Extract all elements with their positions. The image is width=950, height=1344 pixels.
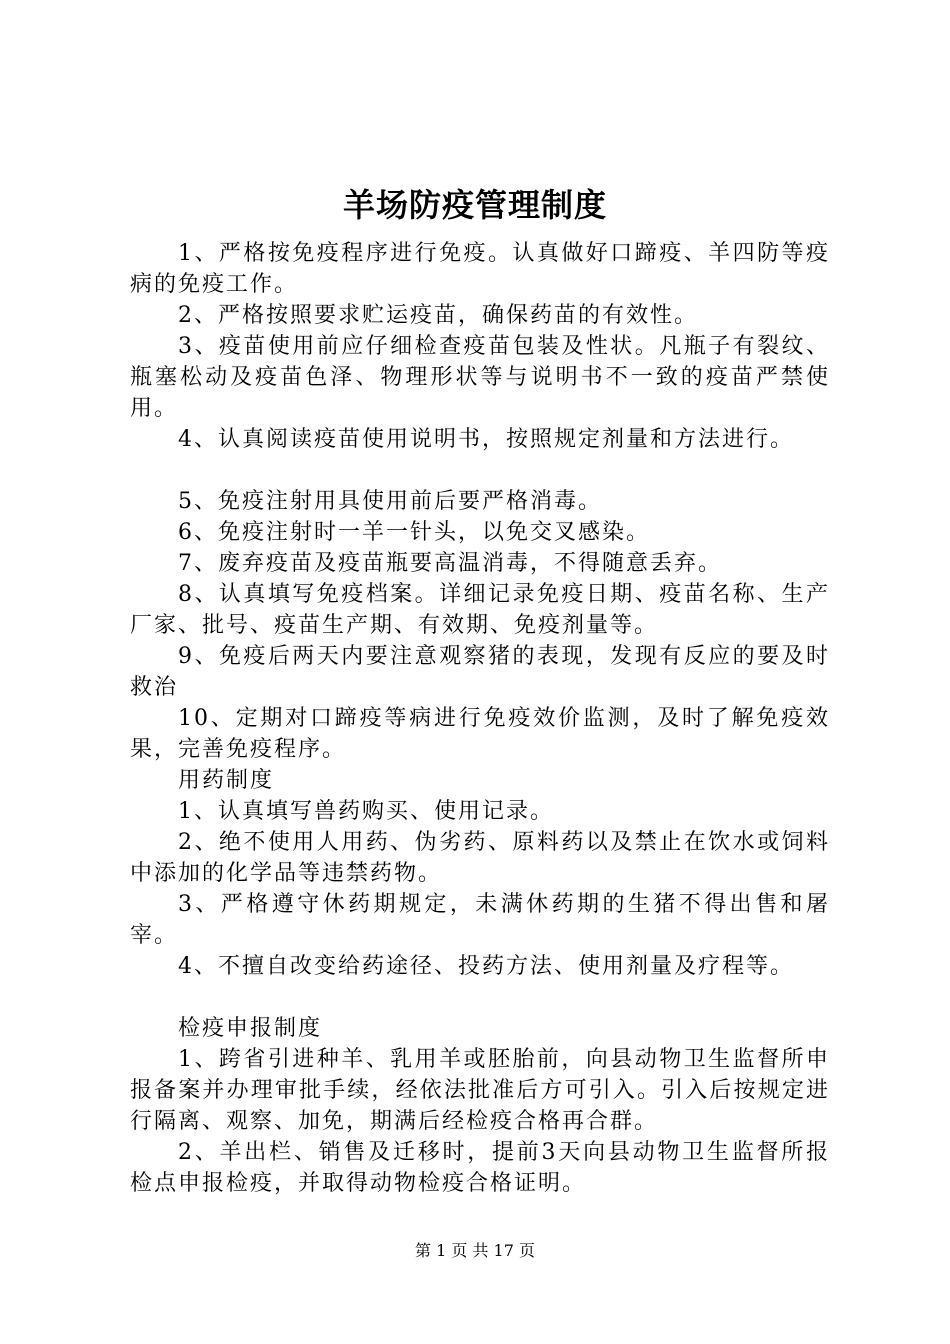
document-body: [130, 238, 830, 1199]
paragraph: 8、认真填写免疫档案。详细记录免疫日期、疫苗名称、生产厂家、批号、疫苗生产期、有效期、免疫剂量等。: [130, 582, 830, 638]
paragraph: 3、严格遵守休药期规定，未满休药期的生猪不得出售和屠宰。: [130, 892, 830, 948]
section-heading-quarantine: 检疫申报制度: [178, 1016, 323, 1041]
page-number: 第 1 页 共 17 页: [415, 1241, 535, 1260]
paragraph: 1、认真填写兽药购买、使用记录。: [178, 799, 554, 824]
paragraph: 4、不擅自改变给药途径、投药方法、使用剂量及疗程等。: [178, 954, 794, 979]
paragraph: 2、严格按照要求贮运疫苗，确保药苗的有效性。: [178, 303, 698, 328]
paragraph: 1、严格按免疫程序进行免疫。认真做好口蹄疫、羊四防等疫病的免疫工作。: [130, 241, 830, 297]
section-heading-medication: 用药制度: [178, 768, 275, 793]
paragraph: 10、定期对口蹄疫等病进行免疫效价监测，及时了解免疫效果，完善免疫程序。: [130, 706, 830, 762]
paragraph: 2、绝不使用人用药、伪劣药、原料药以及禁止在饮水或饲料中添加的化学品等违禁药物。: [130, 830, 830, 886]
blank-line: [130, 455, 830, 486]
paragraph: 2、羊出栏、销售及迁移时，提前3天向县动物卫生监督所报检点申报检疫，并取得动物检疫合格证明。: [130, 1140, 830, 1196]
blank-line: [130, 982, 830, 1013]
paragraph: 5、免疫注射用具使用前后要严格消毒。: [178, 489, 602, 514]
paragraph: 9、免疫后两天内要注意观察猪的表现，发现有反应的要及时救治: [130, 644, 830, 700]
paragraph: 3、疫苗使用前应仔细检查疫苗包装及性状。凡瓶子有裂纹、瓶塞松动及疫苗色泽、物理形状等与说明书不一致的疫苗严禁使用。: [130, 334, 830, 421]
paragraph: 1、跨省引进种羊、乳用羊或胚胎前，向县动物卫生监督所申报备案并办理审批手续，经依法批准后方可引入。引入后按规定进行隔离、观察、加免，期满后经检疫合格再合群。: [130, 1047, 830, 1134]
page-title: 羊场防疫管理制度: [342, 186, 607, 224]
paragraph: 6、免疫注射时一羊一针头，以免交叉感染。: [178, 520, 650, 545]
paragraph: 4、认真阅读疫苗使用说明书，按照规定剂量和方法进行。: [178, 427, 794, 452]
paragraph: 7、废弃疫苗及疫苗瓶要高温消毒，不得随意丢弃。: [178, 551, 722, 576]
